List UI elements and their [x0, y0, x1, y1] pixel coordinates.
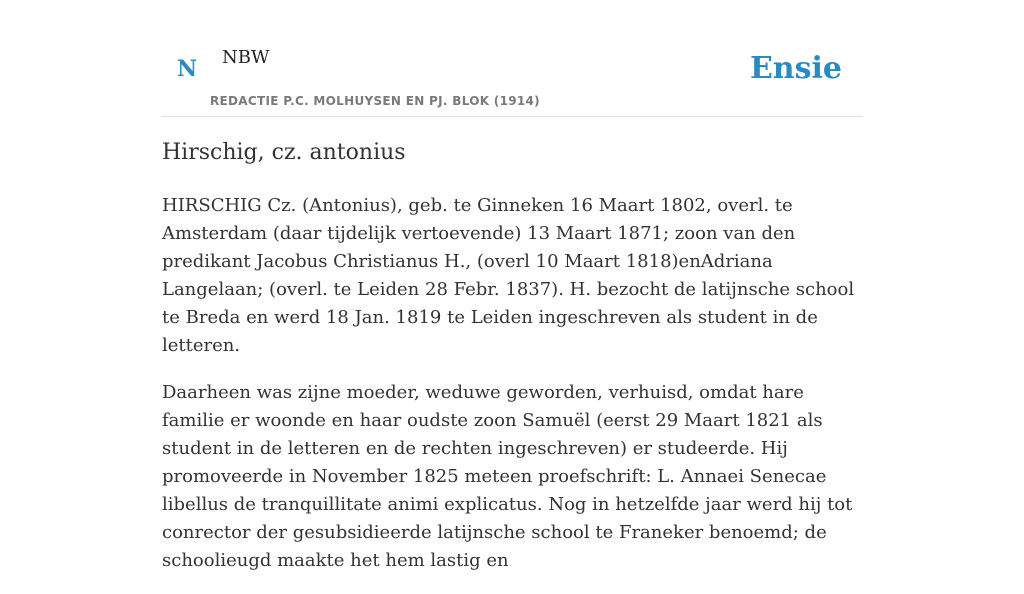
source-subtitle: REDACTIE P.C. MOLHUYSEN EN PJ. BLOK (1914) — [210, 94, 540, 108]
article-body — [162, 192, 862, 594]
page-container — [162, 0, 862, 571]
article-title: Hirschig, cz. antonius — [162, 140, 406, 165]
brand-logo-link[interactable]: Ensie — [749, 51, 842, 86]
article-paragraph: HIRSCHIG Cz. (Antonius), geb. te Ginneken 16 Maart 1802, overl. te Amsterdam (daar tijdelijk vertoevende) 13 Maart 1871; zoon van den predikant Jacobus Christianus H., (overl 10 Maart 1818)enAdriana Langelaan; (overl. te Leiden 28 Febr. 1837). H. bezocht de latijnsche school te Breda en werd 18 Jan. 1819 te Leiden ingeschreven als student in de letteren. — [162, 195, 855, 356]
article-paragraph: Daarheen was zijne moeder, weduwe geworden, verhuisd, omdat hare familie er woonde en haar oudste zoon Samuël (eerst 29 Maart 1821 als student in de letteren en de rechten ingeschreven) er studeerde. Hij promoveerde in November 1825 meteen proefschrift: L. Annaei Senecae libellus de tranquillitate animi explicatus. Nog in hetzelfde jaar werd hij tot conrector der gesubsidieerde latijnsche school te Franeker benoemd; de schoolieugd maakte het hem lastig en — [162, 382, 853, 571]
source-title[interactable]: NBW — [222, 47, 270, 68]
page-header — [162, 0, 862, 117]
source-logo-icon[interactable]: N — [177, 56, 198, 82]
